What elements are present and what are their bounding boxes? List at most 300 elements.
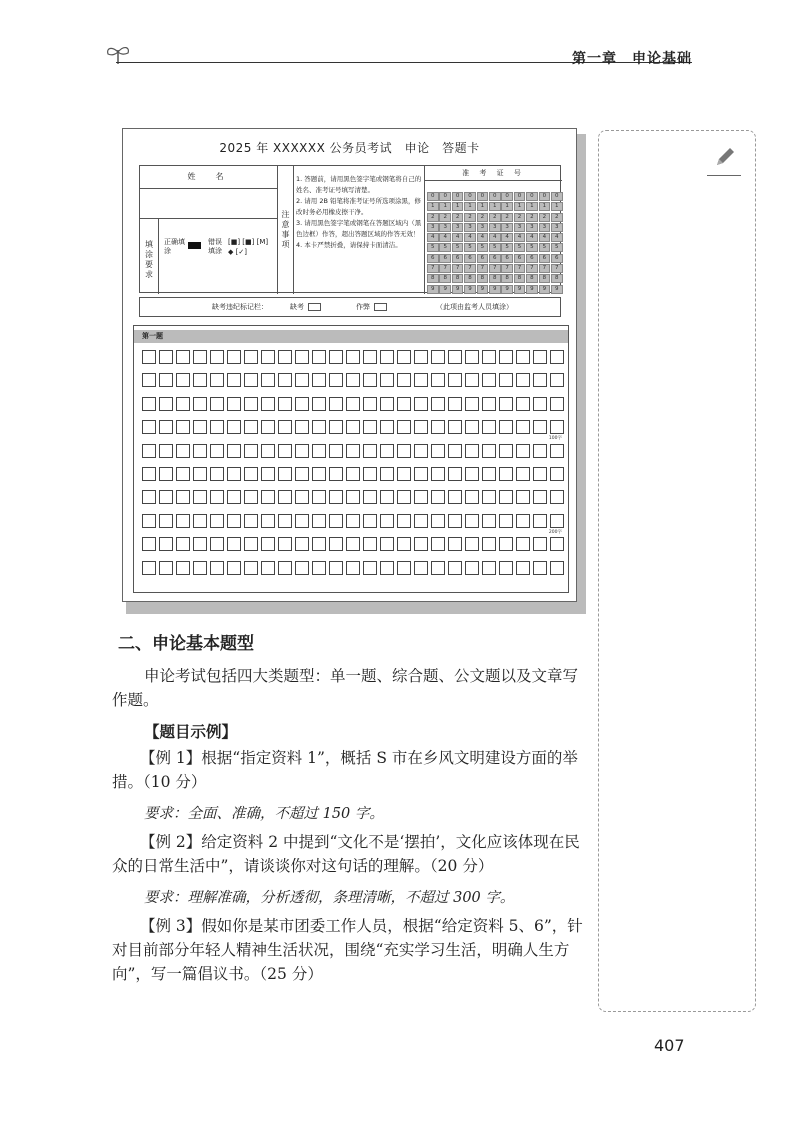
answer-grid-cell[interactable] [448,490,462,504]
ticket-bubble[interactable]: 2 [464,213,476,222]
answer-grid-cell[interactable] [346,561,360,575]
answer-grid-cell[interactable] [516,467,530,481]
ticket-bubble[interactable]: 2 [427,213,439,222]
answer-grid-cell[interactable] [176,373,190,387]
ticket-bubble[interactable]: 9 [427,285,439,294]
answer-grid-cell[interactable] [499,420,513,434]
answer-grid-cell[interactable] [227,420,241,434]
answer-grid-cell[interactable] [499,350,513,364]
ticket-bubble[interactable]: 3 [526,223,538,232]
answer-grid-cell[interactable] [261,444,275,458]
answer-grid-cell[interactable] [346,444,360,458]
answer-grid-cell[interactable] [193,467,207,481]
answer-grid-cell[interactable] [465,537,479,551]
ticket-bubble[interactable]: 5 [551,243,563,252]
answer-grid-cell[interactable] [329,397,343,411]
answer-grid-cell[interactable] [244,514,258,528]
answer-grid-cell[interactable] [431,444,445,458]
answer-grid-cell[interactable] [159,537,173,551]
ticket-bubble[interactable]: 8 [539,274,551,283]
answer-grid-cell[interactable] [159,467,173,481]
answer-grid-cell[interactable] [176,490,190,504]
ticket-bubble[interactable]: 0 [539,192,551,201]
answer-grid-cell[interactable] [533,467,547,481]
ticket-bubble[interactable]: 9 [539,285,551,294]
ticket-bubble[interactable]: 1 [501,202,513,211]
answer-grid-cell[interactable] [295,561,309,575]
answer-grid-cell[interactable] [346,514,360,528]
ticket-bubble[interactable]: 9 [439,285,451,294]
answer-grid-cell[interactable] [193,514,207,528]
answer-grid-cell[interactable] [363,490,377,504]
answer-grid-cell[interactable] [482,373,496,387]
cheat-option[interactable] [356,298,387,316]
ticket-bubble[interactable]: 1 [539,202,551,211]
ticket-bubble[interactable]: 9 [477,285,489,294]
answer-grid-cell[interactable] [499,444,513,458]
answer-grid-cell[interactable] [295,373,309,387]
ticket-bubble[interactable]: 9 [526,285,538,294]
answer-grid-cell[interactable] [499,561,513,575]
ticket-bubble[interactable]: 8 [551,274,563,283]
ticket-bubble[interactable]: 4 [514,233,526,242]
answer-grid-cell[interactable] [295,514,309,528]
ticket-bubble[interactable]: 1 [439,202,451,211]
answer-grid-cell[interactable] [142,467,156,481]
ticket-bubble[interactable]: 5 [501,243,513,252]
answer-grid-cell[interactable] [550,444,564,458]
answer-grid-cell[interactable] [210,397,224,411]
ticket-bubble[interactable]: 4 [489,233,501,242]
answer-grid-cell[interactable] [448,514,462,528]
answer-grid-cell[interactable] [159,514,173,528]
answer-grid-cell[interactable] [533,444,547,458]
answer-grid-cell[interactable] [550,467,564,481]
answer-grid-cell[interactable] [193,490,207,504]
ticket-bubble[interactable]: 0 [526,192,538,201]
answer-grid-cell[interactable] [329,420,343,434]
answer-grid-cell[interactable] [431,467,445,481]
answer-grid-cell[interactable] [142,444,156,458]
answer-grid-cell[interactable] [261,373,275,387]
answer-grid-cell[interactable] [261,514,275,528]
answer-grid-cell[interactable] [159,561,173,575]
ticket-bubble[interactable]: 6 [539,254,551,263]
answer-grid-cell[interactable] [397,537,411,551]
ticket-bubble[interactable]: 6 [501,254,513,263]
answer-grid-cell[interactable] [346,420,360,434]
answer-grid-cell[interactable] [397,420,411,434]
ticket-bubble[interactable]: 5 [477,243,489,252]
answer-grid-cell[interactable] [363,561,377,575]
answer-grid-cell[interactable] [499,467,513,481]
answer-grid-cell[interactable] [210,514,224,528]
answer-grid-cell[interactable] [312,444,326,458]
ticket-bubble[interactable]: 8 [464,274,476,283]
ticket-bubble[interactable]: 6 [439,254,451,263]
answer-grid-cell[interactable] [516,397,530,411]
answer-grid-cell[interactable] [414,420,428,434]
answer-grid-cell[interactable] [533,490,547,504]
ticket-bubble[interactable]: 6 [452,254,464,263]
ticket-bubble[interactable]: 9 [452,285,464,294]
answer-grid-cell[interactable] [278,561,292,575]
ticket-bubble[interactable]: 8 [477,274,489,283]
answer-grid-cell[interactable] [516,420,530,434]
ticket-bubble[interactable]: 3 [551,223,563,232]
ticket-bubble[interactable]: 8 [489,274,501,283]
answer-grid-cell[interactable] [159,490,173,504]
answer-grid-cell[interactable] [550,397,564,411]
answer-grid-cell[interactable] [448,444,462,458]
answer-grid-cell[interactable] [397,561,411,575]
answer-grid-cell[interactable] [380,373,394,387]
answer-grid-cell[interactable] [414,467,428,481]
answer-grid-cell[interactable] [397,444,411,458]
ticket-bubble[interactable]: 9 [464,285,476,294]
answer-grid-cell[interactable] [312,373,326,387]
answer-grid-cell[interactable] [278,350,292,364]
answer-grid-cell[interactable] [295,537,309,551]
absent-checkbox[interactable] [308,303,321,311]
answer-grid-cell[interactable] [312,561,326,575]
ticket-bubble[interactable]: 5 [526,243,538,252]
answer-grid-cell[interactable] [482,537,496,551]
ticket-bubble[interactable]: 6 [464,254,476,263]
answer-grid-cell[interactable] [431,490,445,504]
answer-grid-cell[interactable] [414,397,428,411]
ticket-bubble-grid[interactable] [427,192,563,295]
answer-grid-cell[interactable] [193,444,207,458]
answer-grid-cell[interactable] [499,490,513,504]
answer-grid-cell[interactable] [261,350,275,364]
ticket-bubble[interactable]: 7 [477,264,489,273]
answer-grid-cell[interactable] [448,350,462,364]
ticket-bubble[interactable]: 8 [501,274,513,283]
answer-grid-cell[interactable] [397,397,411,411]
answer-grid-cell[interactable] [499,514,513,528]
answer-grid-cell[interactable] [431,561,445,575]
answer-grid-cell[interactable] [227,537,241,551]
answer-grid-cell[interactable] [397,490,411,504]
answer-grid-cell[interactable] [261,561,275,575]
answer-grid-cell[interactable] [142,373,156,387]
answer-grid-cell[interactable] [261,537,275,551]
answer-grid-cell[interactable] [397,373,411,387]
ticket-bubble[interactable]: 0 [514,192,526,201]
answer-grid-cell[interactable] [448,373,462,387]
answer-grid-cell[interactable] [329,490,343,504]
ticket-bubble[interactable]: 7 [551,264,563,273]
ticket-bubble[interactable]: 4 [452,233,464,242]
answer-grid-cell[interactable] [482,397,496,411]
answer-grid-cell[interactable] [193,420,207,434]
answer-grid-cell[interactable] [482,467,496,481]
answer-grid-cell[interactable] [176,397,190,411]
answer-grid-cell[interactable] [516,444,530,458]
answer-grid-cell[interactable] [176,514,190,528]
answer-grid-cell[interactable] [363,373,377,387]
ticket-bubble[interactable]: 4 [427,233,439,242]
answer-grid-cell[interactable] [448,561,462,575]
ticket-bubble[interactable]: 1 [464,202,476,211]
ticket-bubble[interactable]: 0 [551,192,563,201]
answer-grid-cell[interactable] [533,537,547,551]
answer-grid-cell[interactable] [397,514,411,528]
answer-grid-cell[interactable] [499,373,513,387]
answer-grid-cell[interactable] [550,373,564,387]
answer-grid-cell[interactable] [465,444,479,458]
answer-grid-cell[interactable] [346,467,360,481]
answer-grid-cell[interactable] [448,397,462,411]
answer-grid-cell[interactable] [431,514,445,528]
ticket-bubble[interactable]: 7 [526,264,538,273]
ticket-bubble[interactable]: 2 [514,213,526,222]
ticket-bubble[interactable]: 2 [526,213,538,222]
ticket-bubble[interactable]: 1 [489,202,501,211]
answer-grid-cell[interactable] [210,537,224,551]
ticket-bubble[interactable]: 7 [439,264,451,273]
answer-grid-cell[interactable] [499,537,513,551]
answer-grid-cell[interactable] [210,444,224,458]
answer-grid-cell[interactable] [193,373,207,387]
ticket-bubble[interactable]: 5 [464,243,476,252]
ticket-bubble[interactable]: 2 [539,213,551,222]
answer-grid-cell[interactable] [363,397,377,411]
answer-grid-cell[interactable] [312,467,326,481]
answer-grid-cell[interactable] [176,537,190,551]
answer-grid-cell[interactable] [244,467,258,481]
answer-grid-cell[interactable] [465,397,479,411]
answer-grid-cell[interactable] [329,537,343,551]
answer-grid-cell[interactable] [516,514,530,528]
answer-grid-cell[interactable] [329,373,343,387]
answer-grid-cell[interactable] [295,490,309,504]
answer-grid-cell[interactable] [431,350,445,364]
ticket-bubble[interactable]: 8 [427,274,439,283]
ticket-bubble[interactable]: 9 [551,285,563,294]
ticket-bubble[interactable]: 5 [539,243,551,252]
answer-grid-cell[interactable] [465,420,479,434]
ticket-bubble[interactable]: 3 [439,223,451,232]
answer-grid-cell[interactable] [295,350,309,364]
answer-grid-cell[interactable] [295,397,309,411]
answer-grid-cell[interactable] [261,490,275,504]
answer-grid-cell[interactable] [329,561,343,575]
answer-grid-cell[interactable] [261,397,275,411]
ticket-bubble[interactable]: 2 [477,213,489,222]
answer-grid-cell[interactable] [380,397,394,411]
answer-grid-cell[interactable] [550,490,564,504]
ticket-bubble[interactable]: 3 [452,223,464,232]
ticket-bubble[interactable]: 9 [489,285,501,294]
answer-grid-cell[interactable] [142,561,156,575]
answer-grid-cell[interactable] [227,490,241,504]
answer-grid-cell[interactable] [482,514,496,528]
answer-grid-cell[interactable] [533,561,547,575]
answer-grid-cell[interactable] [329,444,343,458]
ticket-bubble[interactable]: 4 [501,233,513,242]
ticket-bubble[interactable]: 5 [439,243,451,252]
answer-grid-cell[interactable] [533,397,547,411]
answer-grid-cell[interactable] [431,537,445,551]
answer-grid-cell[interactable] [278,537,292,551]
ticket-bubble[interactable]: 6 [514,254,526,263]
ticket-bubble[interactable]: 7 [489,264,501,273]
answer-grid-cell[interactable] [414,561,428,575]
absent-option[interactable] [290,298,321,316]
ticket-bubble[interactable]: 3 [427,223,439,232]
ticket-bubble[interactable]: 0 [501,192,513,201]
answer-grid-cell[interactable] [482,490,496,504]
answer-grid-cell[interactable] [210,561,224,575]
ticket-bubble[interactable]: 4 [464,233,476,242]
answer-grid-cell[interactable] [261,420,275,434]
answer-grid-cell[interactable] [380,444,394,458]
ticket-bubble[interactable]: 1 [427,202,439,211]
answer-grid-cell[interactable] [414,514,428,528]
answer-grid-cell[interactable] [244,537,258,551]
answer-grid-cell[interactable] [516,350,530,364]
answer-grid-cell[interactable] [295,444,309,458]
answer-grid-cell[interactable] [346,373,360,387]
answer-grid-cell[interactable] [397,350,411,364]
answer-grid-cell[interactable] [193,561,207,575]
answer-grid-cell[interactable] [346,350,360,364]
answer-grid-cell[interactable] [244,561,258,575]
answer-grid-cell[interactable] [414,490,428,504]
answer-grid-cell[interactable] [176,420,190,434]
answer-grid-cell[interactable] [329,467,343,481]
answer-grid-cell[interactable] [380,467,394,481]
answer-grid-cell[interactable] [142,490,156,504]
ticket-bubble[interactable]: 8 [439,274,451,283]
ticket-bubble[interactable]: 0 [439,192,451,201]
answer-grid-cell[interactable] [431,373,445,387]
answer-grid-cell[interactable] [210,420,224,434]
answer-grid-cell[interactable] [227,350,241,364]
answer-grid-cell[interactable] [533,373,547,387]
answer-grid-cell[interactable] [142,350,156,364]
answer-grid-cell[interactable] [227,561,241,575]
answer-grid-cell[interactable] [278,490,292,504]
answer-grid-cell[interactable] [516,490,530,504]
answer-grid-cell[interactable] [278,444,292,458]
ticket-bubble[interactable]: 0 [452,192,464,201]
ticket-bubble[interactable]: 5 [427,243,439,252]
ticket-bubble[interactable]: 2 [439,213,451,222]
ticket-bubble[interactable]: 2 [489,213,501,222]
ticket-bubble[interactable]: 4 [526,233,538,242]
answer-grid-cell[interactable] [516,373,530,387]
ticket-bubble[interactable]: 3 [514,223,526,232]
answer-grid-cell[interactable] [244,397,258,411]
answer-grid-cell[interactable] [227,373,241,387]
ticket-bubble[interactable]: 7 [464,264,476,273]
ticket-bubble[interactable]: 5 [514,243,526,252]
answer-grid-cell[interactable] [193,397,207,411]
answer-grid-cell[interactable] [397,467,411,481]
answer-grid-cell[interactable] [482,420,496,434]
answer-grid-cell[interactable] [176,350,190,364]
answer-grid-cell[interactable] [550,350,564,364]
answer-grid-cell[interactable] [363,350,377,364]
ticket-bubble[interactable]: 9 [501,285,513,294]
ticket-bubble[interactable]: 0 [427,192,439,201]
answer-grid-cell[interactable] [142,420,156,434]
answer-grid-cell[interactable] [448,467,462,481]
ticket-bubble[interactable]: 3 [501,223,513,232]
answer-grid-cell[interactable] [193,537,207,551]
answer-grid-cell[interactable] [448,420,462,434]
answer-grid-cell[interactable] [363,514,377,528]
answer-grid-cell[interactable] [516,537,530,551]
ticket-bubble[interactable]: 8 [526,274,538,283]
answer-grid-cell[interactable] [159,420,173,434]
ticket-bubble[interactable]: 6 [551,254,563,263]
answer-grid-cell[interactable] [329,350,343,364]
answer-grid-cell[interactable] [431,397,445,411]
answer-grid-cell[interactable] [431,420,445,434]
ticket-bubble[interactable]: 0 [464,192,476,201]
answer-grid-cell[interactable] [210,373,224,387]
answer-grid-cell[interactable] [533,350,547,364]
answer-grid-cell[interactable] [346,537,360,551]
answer-grid-cell[interactable] [516,561,530,575]
answer-grid-cell[interactable] [159,397,173,411]
ticket-bubble[interactable]: 1 [452,202,464,211]
answer-grid-cell[interactable] [159,444,173,458]
answer-grid-cell[interactable] [261,467,275,481]
ticket-bubble[interactable]: 7 [427,264,439,273]
ticket-bubble[interactable]: 0 [489,192,501,201]
answer-grid-cell[interactable] [380,420,394,434]
answer-grid-cell[interactable] [448,537,462,551]
ticket-bubble[interactable]: 6 [427,254,439,263]
ticket-bubble[interactable]: 5 [452,243,464,252]
answer-grid-cell[interactable] [244,444,258,458]
answer-grid-cell[interactable] [210,490,224,504]
ticket-bubble[interactable]: 5 [489,243,501,252]
ticket-bubble[interactable]: 3 [464,223,476,232]
answer-grid-cell[interactable] [482,350,496,364]
answer-grid-cell[interactable] [363,444,377,458]
answer-grid-cell[interactable] [176,561,190,575]
ticket-bubble[interactable]: 9 [514,285,526,294]
answer-grid-cell[interactable] [176,444,190,458]
answer-grid-cell[interactable] [550,514,564,528]
answer-grid-cell[interactable] [550,537,564,551]
answer-grid-cell[interactable] [159,350,173,364]
answer-grid-cell[interactable] [363,420,377,434]
answer-grid-cell[interactable] [244,373,258,387]
answer-grid-cell[interactable] [533,514,547,528]
answer-grid-cell[interactable] [465,561,479,575]
answer-grid-cell[interactable] [482,561,496,575]
answer-grid-cell[interactable] [193,350,207,364]
ticket-bubble[interactable]: 3 [489,223,501,232]
ticket-bubble[interactable]: 8 [514,274,526,283]
answer-grid-cell[interactable] [278,373,292,387]
answer-grid-cell[interactable] [244,350,258,364]
answer-grid-cell[interactable] [312,514,326,528]
answer-grid-cell[interactable] [414,373,428,387]
ticket-bubble[interactable]: 2 [452,213,464,222]
answer-grid-cell[interactable] [227,397,241,411]
ticket-bubble[interactable]: 1 [551,202,563,211]
answer-grid-cell[interactable] [159,373,173,387]
ticket-bubble[interactable]: 4 [439,233,451,242]
